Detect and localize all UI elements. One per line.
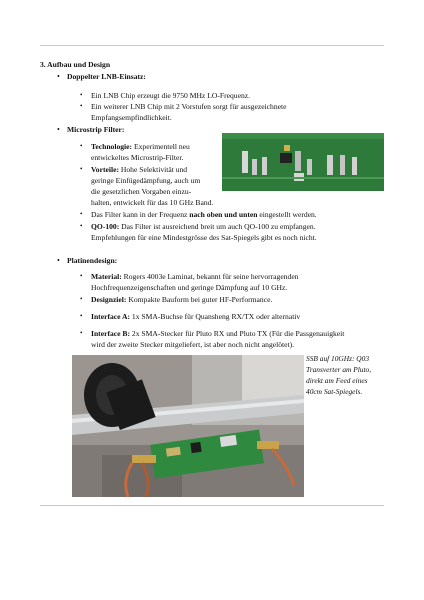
filter-pcb-photo bbox=[222, 133, 384, 191]
bullet-platine: • bbox=[57, 256, 60, 265]
transverter-photo bbox=[72, 355, 304, 497]
bullet-qo: • bbox=[80, 222, 83, 230]
photo-caption-3: direkt am Feed eines bbox=[306, 376, 368, 385]
bullet-tech: • bbox=[80, 142, 83, 150]
filter-qo-cont: Empfehlungen für eine Mindestgrösse des Sat-Spiegels gibt es noch nicht. bbox=[91, 233, 317, 242]
bottom-rule bbox=[40, 505, 384, 506]
bullet-lnb-2: • bbox=[80, 102, 83, 110]
platine-heading: Platinendesign: bbox=[67, 256, 118, 265]
bullet-filter: • bbox=[57, 125, 60, 134]
photo-caption-4: 40cm Sat-Spiegels. bbox=[306, 387, 363, 396]
filter-pcb-image bbox=[222, 133, 384, 191]
filter-tune: Das Filter kann in der Frequenz nach oben und unten eingestellt werden. bbox=[91, 210, 317, 219]
photo-caption-2: Transverter am Pluto, bbox=[306, 365, 372, 374]
platine-ifb: Interface B: 2x SMA-Stecker für Pluto RX und Pluto TX (Für die Passgenauigkeit bbox=[91, 329, 345, 338]
lnb-item-2-cont: Empfangsempfindlichkeit. bbox=[91, 113, 172, 122]
lnb-heading: Doppelter LNB-Einsatz: bbox=[67, 72, 146, 81]
filter-heading: Microstrip Filter: bbox=[67, 125, 125, 134]
lnb-item-1: Ein LNB Chip erzeugt die 9750 MHz LO-Frequenz. bbox=[91, 91, 251, 100]
section-title: 3. Aufbau und Design bbox=[40, 60, 111, 69]
bullet-ifb: • bbox=[80, 329, 83, 337]
filter-qo: QO-100: Das Filter ist ausreichend breit um auch QO-100 zu empfangen. bbox=[91, 222, 316, 231]
filter-tech-cont: entwickeltes Microstrip-Filter. bbox=[91, 153, 184, 162]
bullet-material: • bbox=[80, 272, 83, 280]
platine-material: Material: Rogers 4003e Laminat, bekannt für seine hervorragenden bbox=[91, 272, 299, 281]
bullet-lnb: • bbox=[57, 72, 60, 81]
bullet-ifa: • bbox=[80, 312, 83, 320]
platine-ifb-cont: wird der zweite Stecker mitgeliefert, ist aber noch nicht angelötet). bbox=[91, 340, 295, 349]
bullet-design: • bbox=[80, 295, 83, 303]
bullet-adv: • bbox=[80, 165, 83, 173]
filter-adv-3: die gesetzlichen Vorgaben einzu- bbox=[91, 187, 192, 196]
transverter-image bbox=[72, 355, 304, 497]
platine-material-cont: Hochfrequenzeigenschaften und geringe Dämpfung auf 10 GHz. bbox=[91, 283, 288, 292]
filter-tech: Technologie: Experimentell neu bbox=[91, 142, 190, 151]
filter-adv-2: geringe Einfügedämpfung, auch um bbox=[91, 176, 201, 185]
bullet-lnb-1: • bbox=[80, 91, 83, 99]
filter-adv-4: halten, entwickelt für das 10 GHz Band. bbox=[91, 198, 214, 207]
platine-ifa: Interface A: 1x SMA-Buchse für Quansheng RX/TX oder alternativ bbox=[91, 312, 301, 321]
lnb-item-2: Ein weiterer LNB Chip mit 2 Vorstufen sorgt für ausgezeichnete bbox=[91, 102, 287, 111]
photo-caption-1: SSB auf 10GHz: Q03 bbox=[306, 354, 370, 363]
filter-adv: Vorteile: Hohe Selektivität und bbox=[91, 165, 188, 174]
top-rule bbox=[40, 45, 384, 46]
bullet-tune: • bbox=[80, 210, 83, 218]
platine-design: Designziel: Kompakte Bauform bei guter HF-Performance. bbox=[91, 295, 273, 304]
